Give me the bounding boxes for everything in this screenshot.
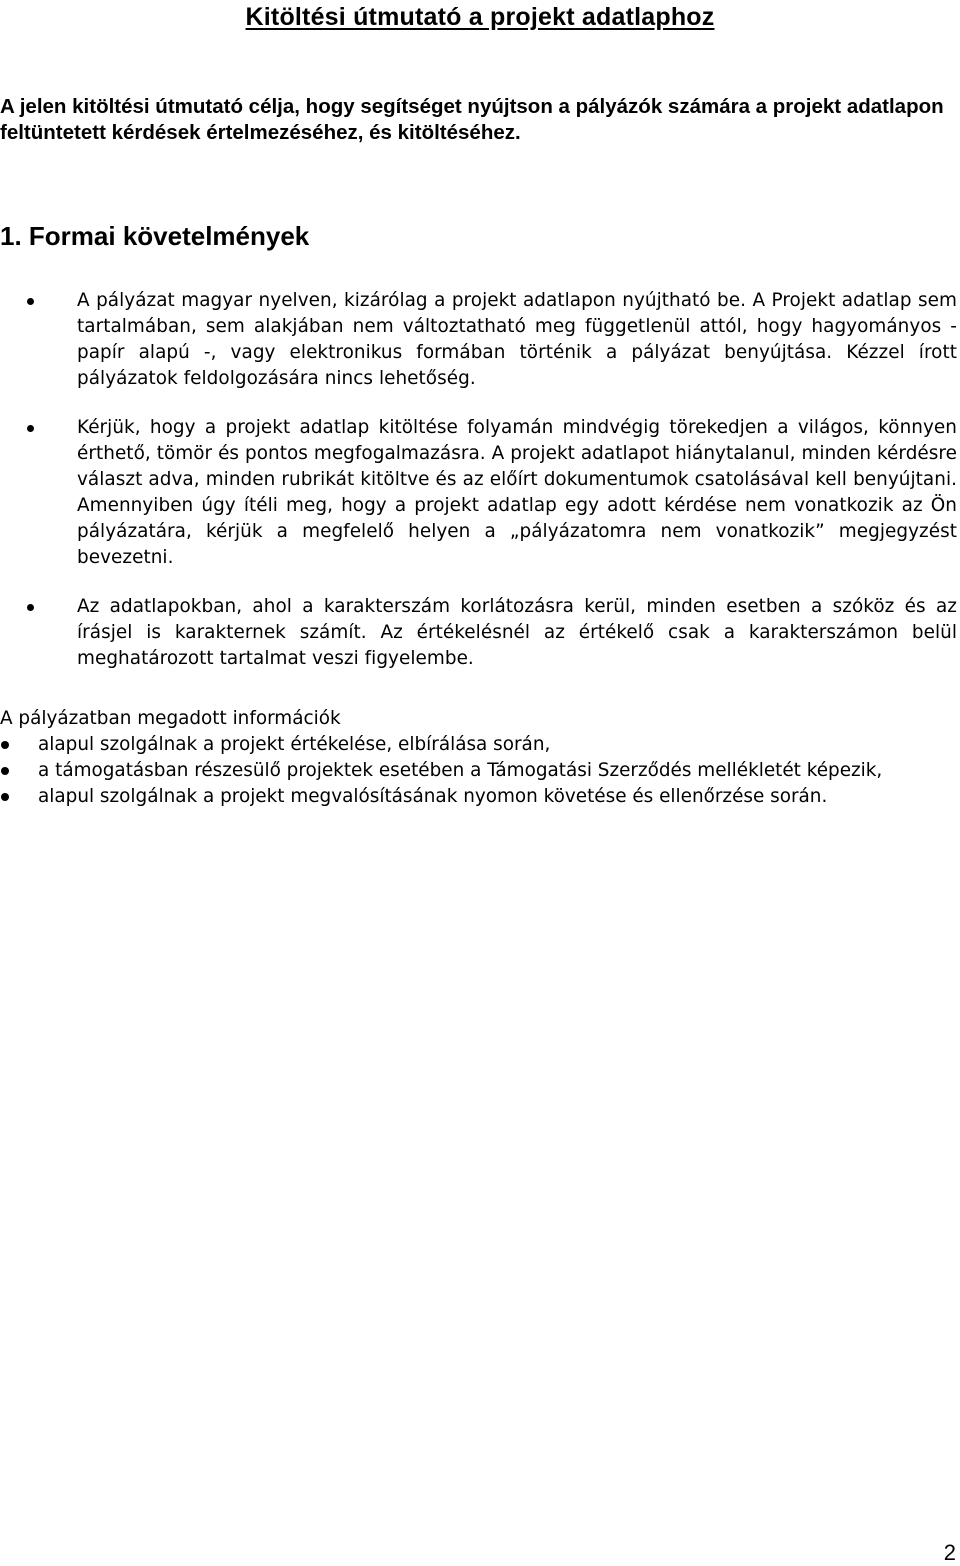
bullet-icon (1, 767, 9, 775)
intro-paragraph: A jelen kitöltési útmutató célja, hogy segítséget nyújtson a pályázók számára a projekt adatlapon feltüntetett kérdések értelmezéséhez, és kitöltéséhez. (0, 95, 944, 144)
list-item (0, 288, 957, 392)
bullet-icon (27, 604, 34, 611)
list-item-text: A pályázat magyar nyelven, kizárólag a projekt adatlapon nyújtható be. A Projekt adatlap sem tartalmában, sem alakjában nem változtatható meg függetlenül attól, hogy hagyományos - papír alapú -, vagy elektronikus formában történik a pályázat benyújtása. Kézzel írott pályázatok feldolgozására nincs lehetőség. (77, 290, 957, 389)
list-item (0, 758, 957, 784)
page-number: 2 (943, 1540, 956, 1565)
list-item (0, 784, 957, 810)
list-item-text: Az adatlapokban, ahol a karakterszám korlátozásra kerül, minden esetben a szóköz és az írásjel is karakternek számít. Az értékelésnél az értékelő csak a karakterszámon belül meghatározott tartalmat veszi figyelembe. (77, 596, 957, 669)
info-intro: A pályázatban megadott információk (0, 708, 341, 729)
info-list (0, 732, 957, 810)
bullet-icon (1, 741, 9, 749)
list-item-text: Kérjük, hogy a projekt adatlap kitöltése folyamán mindvégig törekedjen a világos, könnyen érthető, tömör és pontos megfogalmazásra. A projekt adatlapot hiánytalanul, minden kérdésre választ adva, minden rubrikát kitöltve és az előírt dokumentumok csatolásával kell benyújtani. Amennyiben úgy ítéli meg, hogy a projekt adatlap egy adott kérdése nem vonatkozik az Ön pályázatára, kérjük a megfelelő helyen a „pályázatomra nem vonatkozik” megjegyzést bevezetni. (77, 417, 957, 568)
list-item (0, 594, 957, 672)
list-item (0, 415, 957, 571)
list-item (0, 732, 957, 758)
page-title: Kitöltési útmutató a projekt adatlaphoz (245, 3, 715, 31)
formal-requirements-list (0, 288, 957, 695)
list-item-text: alapul szolgálnak a projekt megvalósításának nyomon követése és ellenőrzése során. (38, 786, 828, 807)
list-item-text: alapul szolgálnak a projekt értékelése, elbírálása során, (38, 734, 551, 755)
bullet-icon (27, 298, 34, 305)
section-heading-formal-requirements: 1. Formai követelmények (0, 221, 310, 251)
bullet-icon (1, 793, 9, 801)
bullet-icon (27, 425, 34, 432)
list-item-text: a támogatásban részesülő projektek esetében a Támogatási Szerződés mellékletét képezik, (38, 760, 883, 781)
